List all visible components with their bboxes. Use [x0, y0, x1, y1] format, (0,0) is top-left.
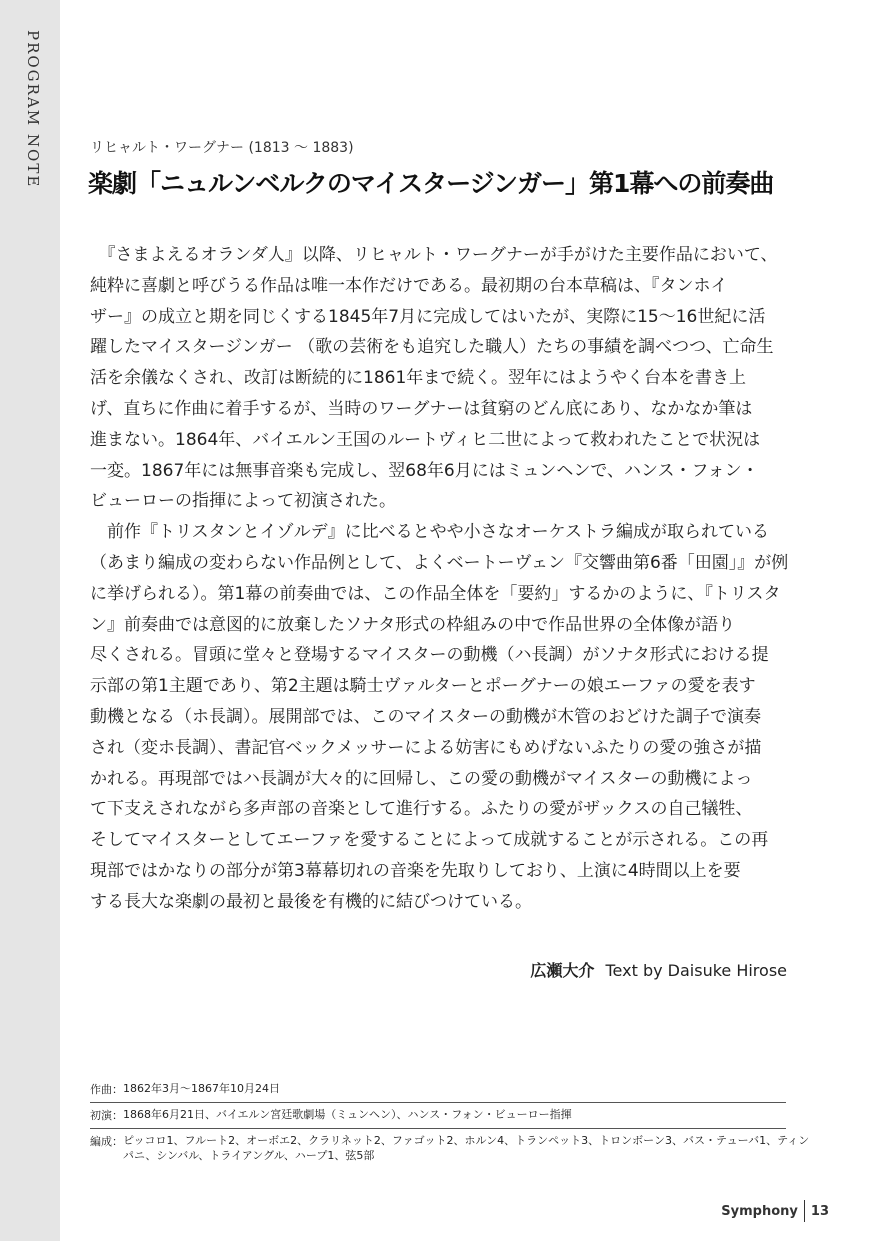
- text-line: され（変ホ長調）、書記官ベックメッサーによる妨害にもめげないふたりの愛の強さが描: [90, 737, 762, 758]
- text-line: 尽くされる。冒頭に堂々と登場するマイスターの動機（ハ長調）がソナタ形式における提: [90, 645, 769, 666]
- text-line: かれる。再現部ではハ長調が大々的に回帰し、この愛の動機がマイスターの動機によっ: [90, 768, 753, 789]
- author-name-en: Text by Daisuke Hirose: [605, 961, 787, 980]
- author-credit: [530, 958, 787, 981]
- premiere-row: [90, 1103, 786, 1129]
- premiere-label: 初演：: [90, 1109, 123, 1122]
- text-line: ン』前奏曲では意図的に放棄したソナタ形式の枠組みの中で作品世界の全体像が語り: [90, 614, 736, 635]
- orchestration-value: [123, 1133, 809, 1163]
- orchestration-line: パニ、シンバル、トライアングル、ハープ1、弦5部: [123, 1149, 375, 1162]
- text-line: 現部ではかなりの部分が第3幕幕切れの音楽を先取りしており、上演に4時間以上を要: [90, 860, 741, 881]
- paragraph-2: [90, 517, 788, 917]
- text-line: 一変。1867年には無事音楽も完成し、翌68年6月にはミュンヘンで、ハンス・フォン・: [90, 460, 759, 481]
- orchestration-row: [90, 1129, 810, 1168]
- text-line: 活を余儀なくされ、改訂は断続的に1861年まで続く。翌年にはようやく台本を書き上: [90, 368, 746, 389]
- text-line: て下支えされながら多声部の音楽として進行する。ふたりの愛がザックスの自己犠牲、: [90, 799, 753, 820]
- author-name-ja: 広瀬大介: [530, 961, 595, 980]
- composed-value: 1862年3月～1867年10月24日: [123, 1082, 280, 1095]
- page-title: 楽劇「ニュルンベルクのマイスタージンガー」第1幕への前奏曲: [88, 169, 774, 198]
- text-line: 純粋に喜劇と呼びうる作品は唯一本作だけである。最初期の台本草稿は、『タンホイ: [90, 275, 728, 296]
- text-line: げ、直ちに作曲に着手するが、当時のワーグナーは貧窮のどん底にあり、なかなか筆は: [90, 398, 753, 419]
- premiere-value: 1868年6月21日、バイエルン宮廷歌劇場（ミュンヘン）、ハンス・フォン・ビューロー指揮: [123, 1108, 572, 1121]
- orchestration-line: ピッコロ1、フルート2、オーボエ2、クラリネット2、ファゴット2、ホルン4、トランペット3、トロンボーン3、バス・テューバ1、ティン: [123, 1134, 810, 1147]
- footer-divider: [804, 1200, 805, 1222]
- composer-line: リヒャルト・ワーグナー (1813 ～ 1883): [90, 140, 354, 156]
- orchestration-label: 編成：: [90, 1135, 123, 1148]
- page-number: 13: [810, 1203, 829, 1219]
- text-line: そしてマイスターとしてエーファを愛することによって成就することが示される。この再: [90, 830, 769, 851]
- text-line: 進まない。1864年、バイエルン王国のルートヴィヒ二世によって救われたことで状況は: [90, 429, 761, 450]
- text-line: ザー』の成立と期を同じくする1845年7月に完成してはいたが、実際に15～16世紀に活: [90, 306, 766, 327]
- text-line: する長大な楽劇の最初と最後を有機的に結びつけている。: [90, 891, 532, 912]
- text-line: 動機となる（ホ長調）。展開部では、このマイスターの動機が木管のおどけた調子で演奏: [90, 706, 761, 727]
- sidebar-band: [0, 0, 60, 1241]
- paragraph-1: [90, 240, 788, 517]
- text-line: ビューローの指揮によって初演された。: [90, 491, 396, 512]
- text-line: に挙げられる）。第1幕の前奏曲では、この作品全体を「要約」するかのように、『トリスタ: [90, 583, 781, 604]
- composed-label: 作曲：: [90, 1083, 123, 1096]
- page-footer: [721, 1200, 829, 1222]
- text-line: 『さまよえるオランダ人』以降、リヒャルト・ワーグナーが手がけた主要作品において、: [90, 245, 778, 265]
- text-line: 前作『トリスタンとイゾルデ』に比べるとやや小さなオーケストラ編成が取られている: [90, 522, 769, 543]
- composed-row: [90, 1077, 786, 1103]
- text-line: 躍したマイスタージンガー （歌の芸術をも追究した職人）たちの事績を調べつつ、亡命生: [90, 337, 774, 358]
- article-body: [90, 240, 788, 918]
- magazine-name: Symphony: [721, 1203, 798, 1219]
- section-label: PROGRAM NOTE: [24, 30, 42, 189]
- work-info: [90, 1077, 810, 1168]
- text-line: 示部の第1主題であり、第2主題は騎士ヴァルターとポーグナーの娘エーファの愛を表す: [90, 676, 756, 697]
- text-line: （あまり編成の変わらない作品例として、よくベートーヴェン『交響曲第6番「田園」』が例: [90, 552, 788, 573]
